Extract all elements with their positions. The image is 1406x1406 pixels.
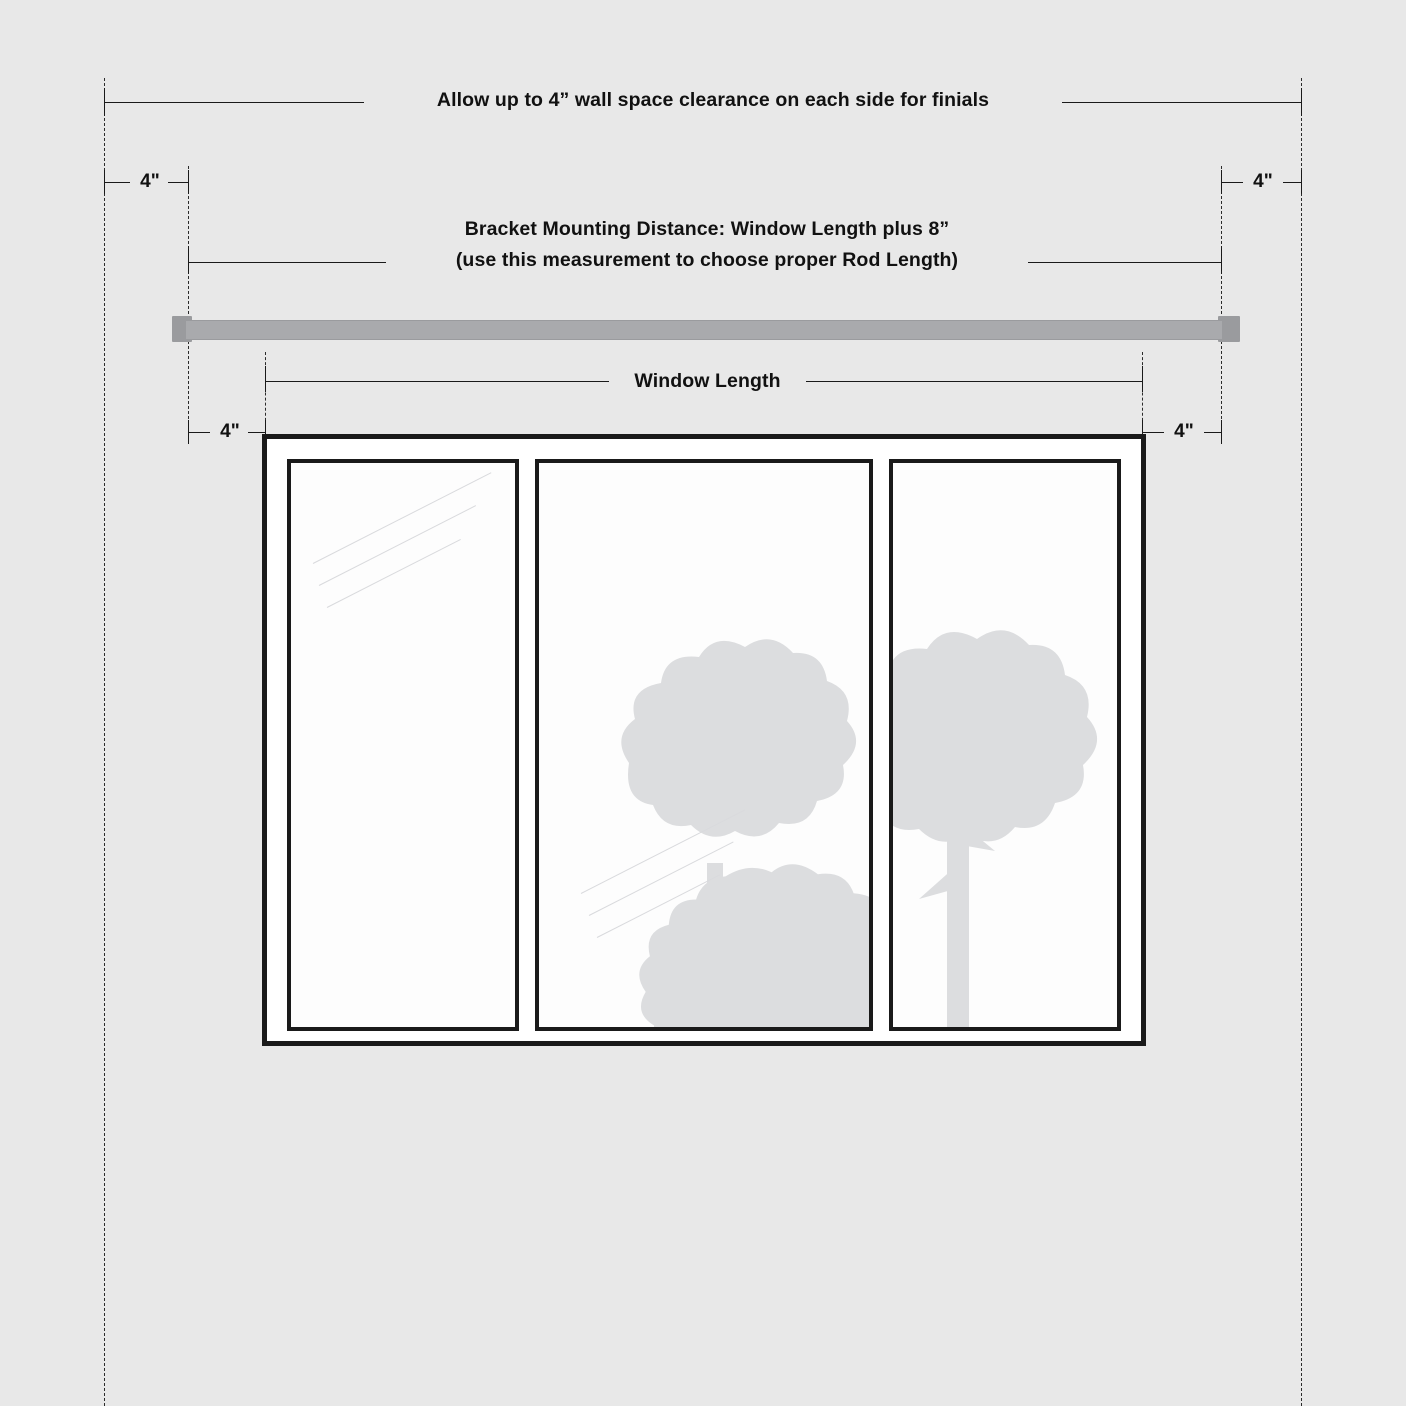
glass-streak-3 <box>327 539 461 608</box>
clearance-note-label: Allow up to 4” wall space clearance on each side for finials <box>436 89 990 111</box>
bracket-dim-line-left-segment <box>188 262 386 263</box>
four-inch-mid-right-label: 4" <box>1174 421 1194 442</box>
glass-streak-1 <box>313 472 492 564</box>
four-inch-top-right-line-b <box>1283 182 1301 183</box>
bracket-right-dashed-line <box>1221 166 1222 444</box>
clearance-dim-line-right-segment <box>1062 102 1301 103</box>
window-pane-left <box>287 459 519 1031</box>
clearance-dim-line-left-segment <box>104 102 364 103</box>
bracket-dim-right-tick <box>1221 246 1222 274</box>
glass-streak-2 <box>319 505 476 586</box>
wall-boundary-left-dashed-line <box>104 78 105 1406</box>
bracket-dim-left-tick <box>188 246 189 274</box>
tree-silhouette-center <box>539 463 873 1031</box>
bracket-mounting-distance-label-line2: (use this measurement to choose proper Rod Length) <box>455 249 959 271</box>
wall-boundary-right-dashed-line <box>1301 78 1302 1406</box>
curtain-rod <box>186 320 1222 340</box>
window-pane-center <box>535 459 873 1031</box>
four-inch-top-right-line-a <box>1221 182 1243 183</box>
bracket-mounting-distance-label-line1: Bracket Mounting Distance: Window Length plus 8” <box>464 218 950 240</box>
window-frame <box>262 434 1146 1046</box>
bracket-dim-line-right-segment <box>1028 262 1221 263</box>
window-pane-right <box>889 459 1121 1031</box>
window-length-label: Window Length <box>634 370 781 392</box>
tree-silhouette-right <box>893 463 1121 1031</box>
four-inch-top-left-label: 4" <box>140 171 160 192</box>
four-inch-top-right-label: 4" <box>1253 171 1273 192</box>
four-inch-mid-right-line-b <box>1204 432 1221 433</box>
four-inch-mid-left-label: 4" <box>220 421 240 442</box>
clearance-dim-right-tick <box>1301 88 1302 116</box>
window-length-dim-right-tick <box>1142 366 1143 392</box>
four-inch-top-left-end-tick <box>188 170 189 194</box>
window-length-dim-left-tick <box>265 366 266 392</box>
window-length-dim-line-right-segment <box>806 381 1142 382</box>
window-length-dim-line-left-segment <box>265 381 609 382</box>
four-inch-mid-left-line-a <box>188 432 210 433</box>
four-inch-mid-right-end-tick <box>1221 420 1222 444</box>
four-inch-top-right-end-tick <box>1301 170 1302 194</box>
four-inch-mid-right-line-a <box>1142 432 1164 433</box>
four-inch-top-left-line-a <box>104 182 130 183</box>
bracket-left-dashed-line <box>188 166 189 444</box>
